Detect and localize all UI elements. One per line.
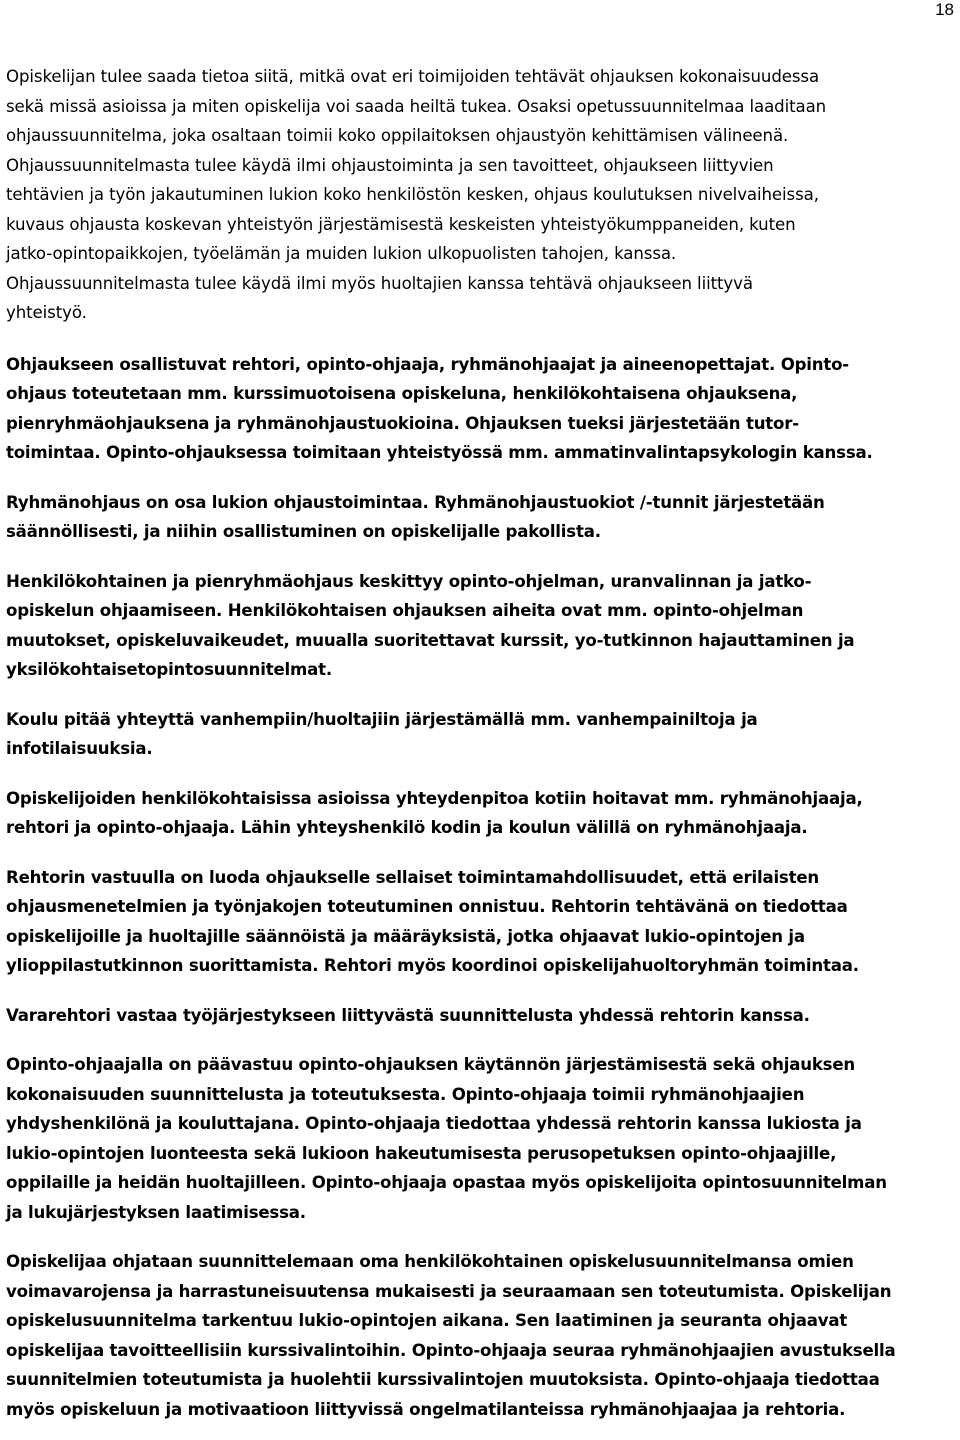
paragraph-line: ja lukujärjestyksen laatimisessa. — [6, 1202, 306, 1222]
paragraph-line: toimintaa. Opinto-ohjauksessa toimitaan yhteistyössä mm. ammatinvalintapsykologin kanssa. — [6, 443, 873, 462]
paragraph-line: yhdyshenkilönä ja kouluttajana. Opinto-ohjaaja tiedottaa yhdessä rehtorin kanssa lukiosta ja — [6, 1114, 862, 1133]
paragraph-line: ohjaussuunnitelma, joka osaltaan toimii koko oppilaitoksen ohjaustyön kehittämisen välineenä. — [6, 126, 789, 145]
paragraph-line: yksilökohtaisetopintosuunnitelmat. — [6, 660, 332, 679]
paragraph-line: opiskelijaa tavoitteellisiin kurssivalintoihin. Opinto-ohjaaja seuraa ryhmänohjaajien avustuksella — [6, 1340, 896, 1360]
paragraph-line: oppilaille ja heidän huoltajilleen. Opinto-ohjaaja opastaa myös opiskelijoita opintosuunnitelman — [6, 1173, 887, 1192]
paragraph-line: sekä missä asioissa ja miten opiskelija voi saada heiltä tukea. Osaksi opetussuunnitelmaa laaditaan — [6, 96, 827, 116]
paragraph-line: pienryhmäohjauksena ja ryhmänohjaustuokioina. Ohjauksen tueksi järjestetään tutor- — [6, 413, 799, 433]
paragraph-line: tehtävien ja työn jakautuminen lukion koko henkilöstön kesken, ohjaus koulutuksen nivelvaiheissa, — [6, 185, 819, 204]
paragraph-line: ohjausmenetelmien ja työnjakojen toteutuminen onnistuu. Rehtorin tehtävänä on tiedottaa — [6, 897, 848, 916]
paragraph-line: Ohjaussuunnitelmasta tulee käydä ilmi myös huoltajien kanssa tehtävä ohjaukseen liittyvä — [6, 273, 753, 293]
paragraph-line: rehtori ja opinto-ohjaaja. Lähin yhteyshenkilö kodin ja koulun välillä on ryhmänohjaaja. — [6, 818, 808, 837]
paragraph-line: muutokset, opiskeluvaikeudet, muualla suoritettavat kurssit, yo-tutkinnon hajauttaminen ja — [6, 630, 855, 650]
paragraph-9 — [6, 1050, 948, 1227]
paragraph-1 — [6, 62, 948, 328]
paragraph-line: Ryhmänohjaus on osa lukion ohjaustoimintaa. Ryhmänohjaustuokiot /-tunnit järjestetään — [6, 492, 825, 512]
paragraph-line: Vararehtori vastaa työjärjestykseen liittyvästä suunnittelusta yhdessä rehtorin kanssa. — [6, 1005, 810, 1025]
paragraph-line: lukio-opintojen luonteesta sekä lukioon hakeutumisesta perusopetuksen opinto-ohjaajille, — [6, 1143, 837, 1163]
paragraph-line: ohjaus toteutetaan mm. kurssimuotoisena opiskeluna, henkilökohtaisena ohjauksena, — [6, 384, 798, 403]
paragraph-line: voimavarojensa ja harrastuneisuutensa mukaisesti ja seuraamaan sen toteutumista. Opiskelijan — [6, 1281, 892, 1301]
paragraph-line: opiskelun ohjaamiseen. Henkilökohtaisen ohjauksen aiheita ovat mm. opinto-ohjelman — [6, 601, 804, 620]
paragraph-line: opiskelusuunnitelma tarkentuu lukio-opintojen aikana. Sen laatiminen ja seuranta ohjaavat — [6, 1311, 848, 1330]
paragraph-3 — [6, 488, 948, 547]
paragraph-8 — [6, 1001, 948, 1031]
paragraph-line: suunnitelmien toteutumista ja huolehtii kurssivalintojen muutoksista. Opinto-ohjaaja tiedottaa — [6, 1370, 880, 1389]
page-number: 18 — [935, 0, 954, 19]
paragraph-line: Henkilökohtainen ja pienryhmäohjaus keskittyy opinto-ohjelman, uranvalinnan ja jatko- — [6, 571, 812, 591]
paragraph-line: opiskelijoille ja huoltajille säännöistä ja määräyksistä, jotka ohjaavat lukio-opintojen ja — [6, 926, 805, 946]
paragraph-line: säännöllisesti, ja niihin osallistuminen on opiskelijalle pakollista. — [6, 522, 601, 541]
paragraph-line: Rehtorin vastuulla on luoda ohjaukselle sellaiset toimintamahdollisuudet, että erilaisten — [6, 867, 820, 887]
paragraph-line: myös opiskeluun ja motivaatioon liittyvissä ongelmatilanteissa ryhmänohjaajaa ja rehtoria. — [6, 1399, 846, 1419]
paragraph-line: ylioppilastutkinnon suorittamista. Rehtori myös koordinoi opiskelijahuoltoryhmän toimintaa. — [6, 956, 859, 975]
document-body — [6, 62, 948, 1424]
paragraph-line: kokonaisuuden suunnittelusta ja toteutuksesta. Opinto-ohjaaja toimii ryhmänohjaajien — [6, 1084, 805, 1104]
paragraph-6 — [6, 784, 948, 843]
paragraph-line: Koulu pitää yhteyttä vanhempiin/huoltajiin järjestämällä mm. vanhempainiltoja ja — [6, 709, 758, 729]
paragraph-line: jatko-opintopaikkojen, työelämän ja muiden lukion ulkopuolisten tahojen, kanssa. — [6, 244, 677, 263]
paragraph-line: yhteistyö. — [6, 303, 87, 322]
paragraph-line: Opiskelijan tulee saada tietoa siitä, mitkä ovat eri toimijoiden tehtävät ohjauksen kokonaisuudessa — [6, 67, 820, 86]
paragraph-line: kuvaus ohjausta koskevan yhteistyön järjestämisestä keskeisten yhteistyökumppaneiden, kuten — [6, 214, 796, 234]
paragraph-7 — [6, 863, 948, 981]
paragraph-10 — [6, 1247, 948, 1424]
paragraph-4 — [6, 567, 948, 685]
paragraph-5 — [6, 705, 948, 764]
paragraph-2 — [6, 350, 948, 468]
paragraph-line: Opinto-ohjaajalla on päävastuu opinto-ohjauksen käytännön järjestämisestä sekä ohjauksen — [6, 1055, 856, 1074]
paragraph-line: Ohjaukseen osallistuvat rehtori, opinto-ohjaaja, ryhmänohjaajat ja aineenopettajat. Opinto- — [6, 354, 849, 374]
paragraph-line: Ohjaussuunnitelmasta tulee käydä ilmi ohjaustoiminta ja sen tavoitteet, ohjaukseen liittyvien — [6, 155, 774, 175]
paragraph-line: Opiskelijoiden henkilökohtaisissa asioissa yhteydenpitoa kotiin hoitavat mm. ryhmänohjaaja, — [6, 788, 863, 808]
paragraph-line: infotilaisuuksia. — [6, 739, 153, 758]
paragraph-line: Opiskelijaa ohjataan suunnittelemaan oma henkilökohtainen opiskelusuunnitelmansa omien — [6, 1252, 854, 1271]
